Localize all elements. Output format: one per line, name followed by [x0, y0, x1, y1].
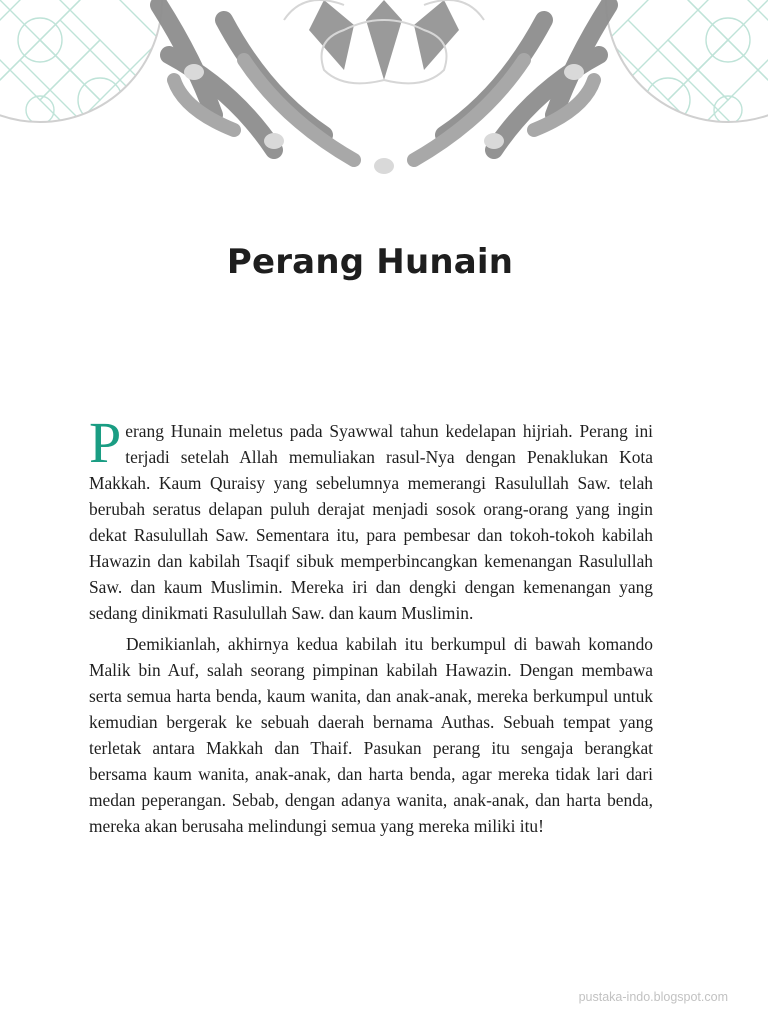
- watermark-text: pustaka-indo.blogspot.com: [578, 990, 728, 1004]
- drop-cap: P: [89, 410, 122, 475]
- arabesque-rosette-ornament: [159, 0, 609, 174]
- paragraph-1: [89, 410, 653, 626]
- paragraph-2: Demikianlah, akhirnya kedua kabilah itu berkumpul di bawah komando Malik bin Auf, salah seorang pimpinan kabilah Hawazin. Dengan membawa serta semua harta benda, kaum wanita, dan anak-anak, mereka berkumpul untuk kemudian bergerak ke sebuah daerah bernama Authas. Sebuah tempat yang terletak antara Makkah dan Thaif. Pasukan perang itu sengaja berangkat bersama kaum wanita, anak-anak, dan harta benda, agar mereka tidak lari dari medan peperangan. Sebab, dengan adanya wanita, anak-anak, dan harta benda, mereka akan berusaha melindungi semua yang mereka miliki itu!: [89, 634, 653, 836]
- chapter-title: Perang Hunain: [226, 242, 514, 282]
- geometric-lattice-left: [0, 0, 162, 160]
- paragraph-1-text: erang Hunain meletus pada Syawwal tahun kedelapan hijriah. Perang ini terjadi setelah Allah memuliakan rasul-Nya dengan Penaklukan Kota Makkah. Kaum Quraisy yang sebelumnya memerangi Rasulullah Saw. telah berubah seratus delapan puluh derajat menjadi sosok orang-orang yang ingin dekat Rasulullah Saw. Sementara itu, para pembesar dan tokoh-tokoh kabilah Hawazin dan kabilah Tsaqif sibuk memperbincangkan kemenangan Rasulullah Saw. dan kaum Muslimin. Mereka iri dan dengki dengan kemenangan yang sedang dinikmati Rasulullah Saw. dan kaum Muslimin.: [89, 421, 653, 623]
- header-ornament: [0, 0, 768, 200]
- geometric-lattice-right: [606, 0, 768, 160]
- chapter-body: [89, 410, 653, 839]
